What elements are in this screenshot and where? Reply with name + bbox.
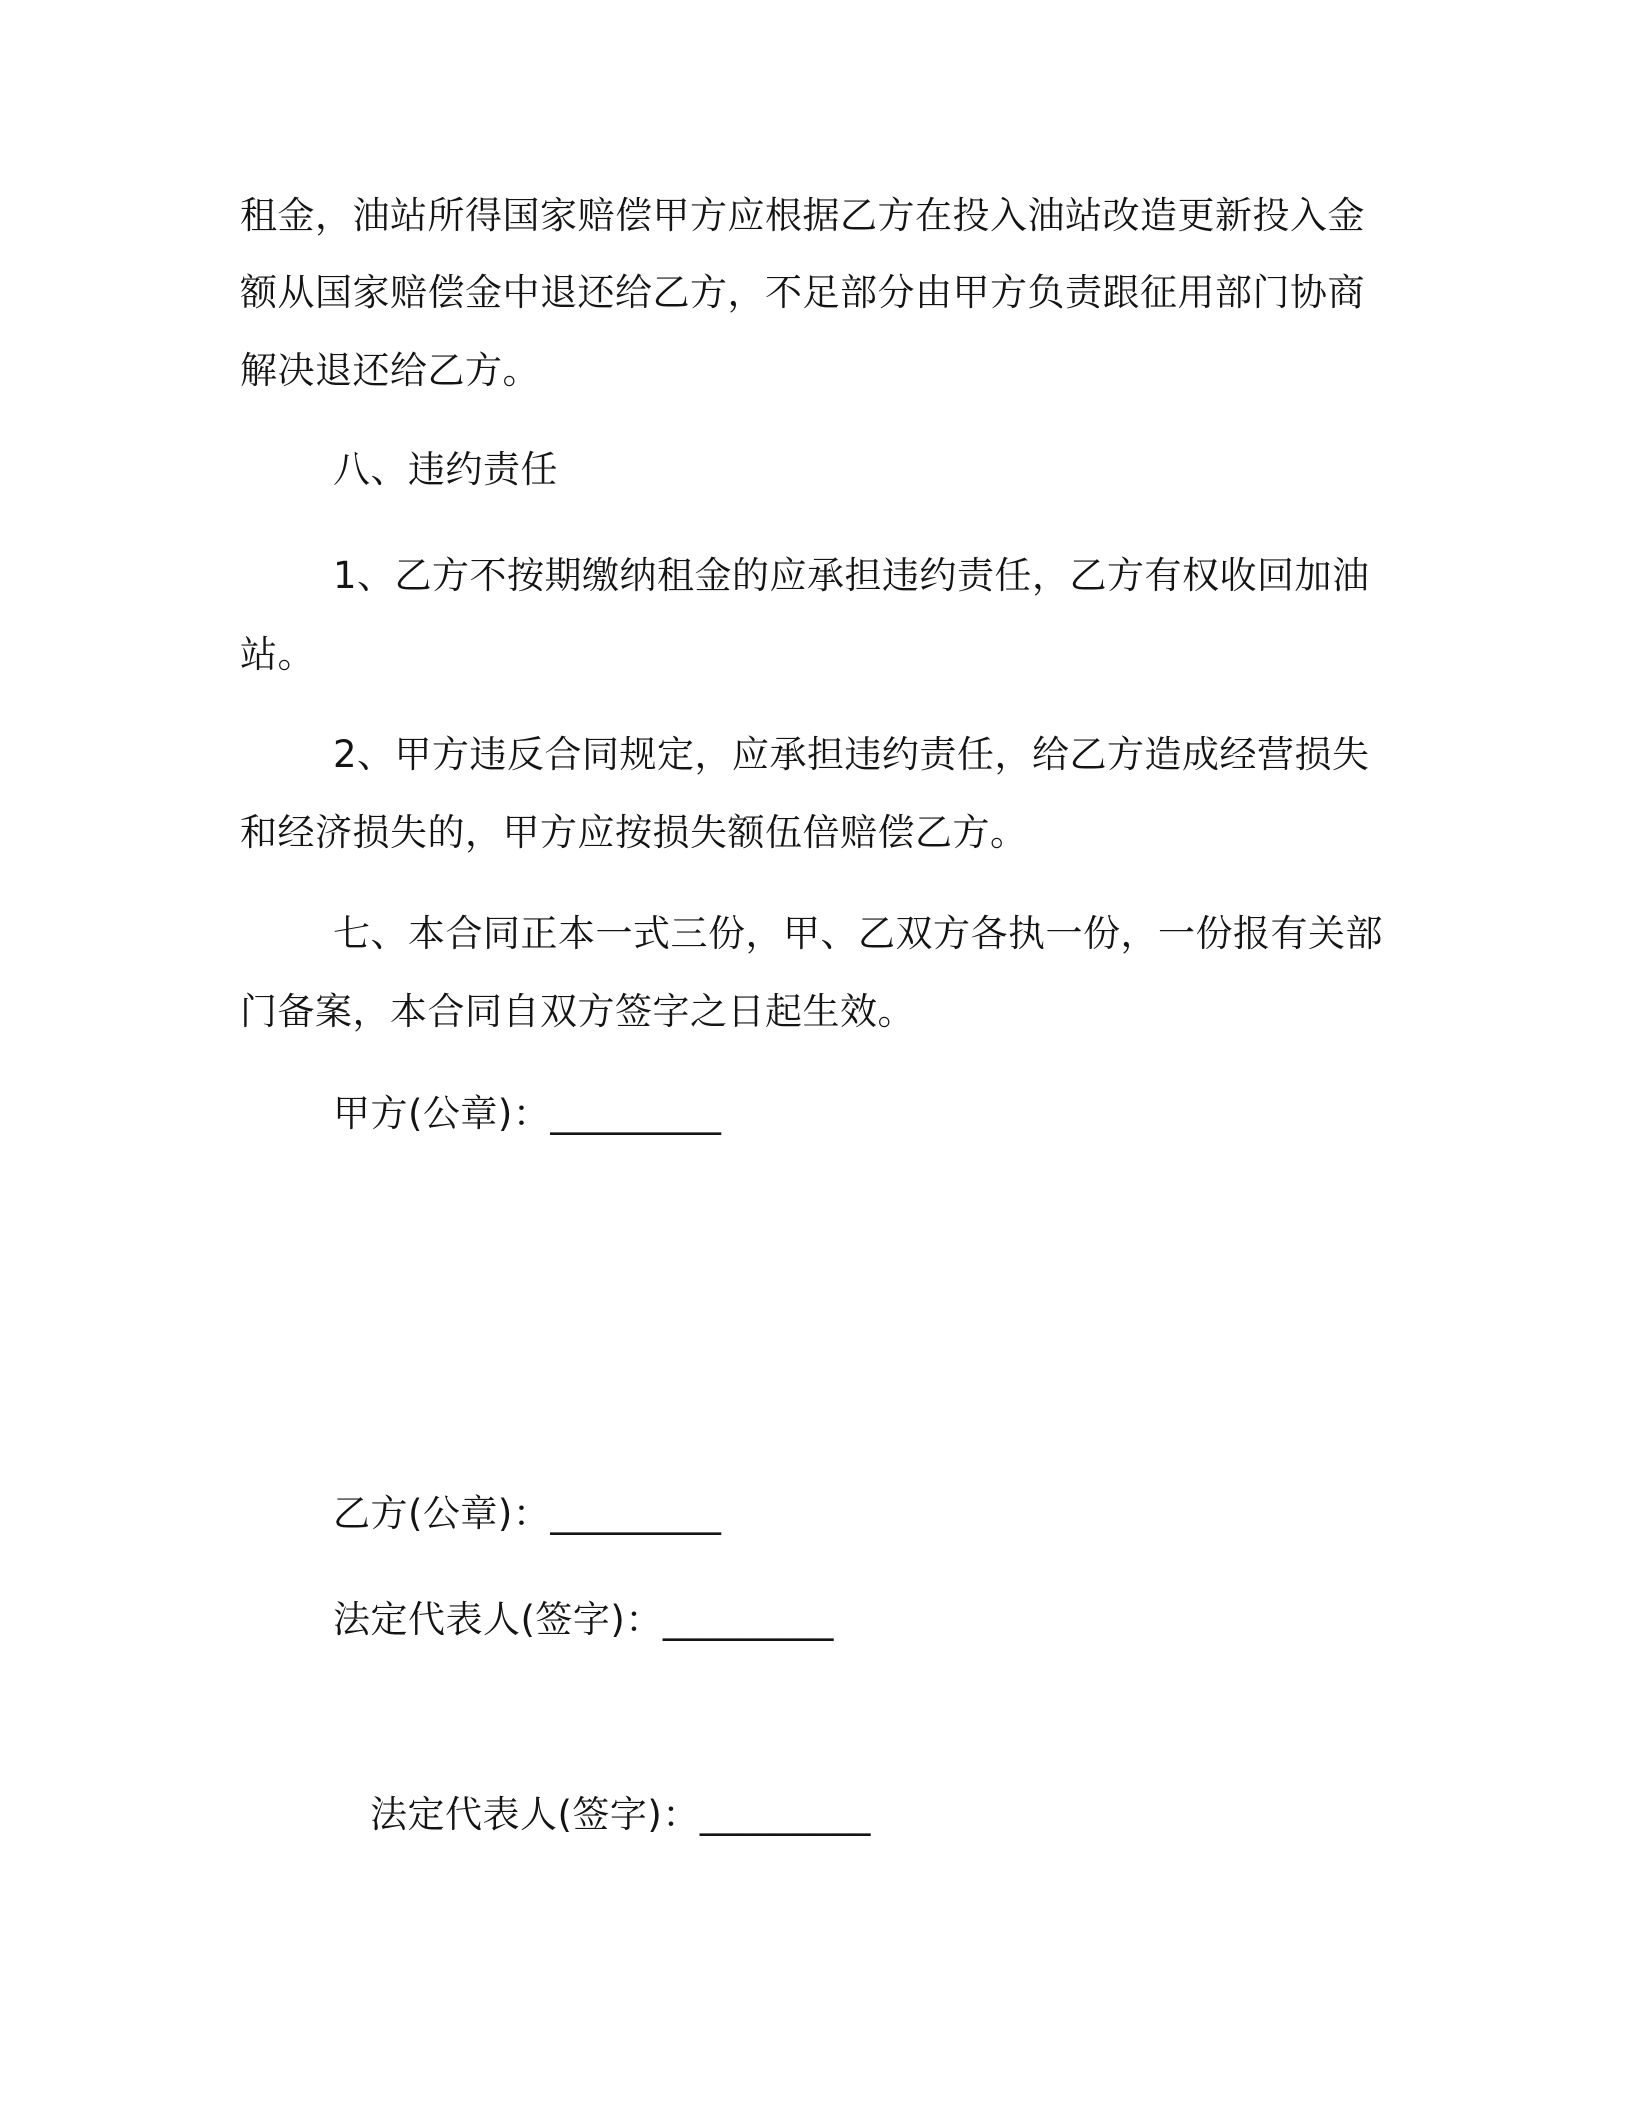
paragraph-1-line-2: 额从国家赔偿金中退还给乙方，不足部分由甲方负责跟征用部门协商 bbox=[240, 271, 1365, 314]
legal-representative-signature-line-2: 法定代表人(签字)：_________ bbox=[370, 1793, 871, 1836]
party-a-seal-line: 甲方(公章)：_________ bbox=[333, 1092, 722, 1135]
paragraph-1-line-3: 解决退还给乙方。 bbox=[240, 349, 540, 392]
section-7-line-2: 门备案，本合同自双方签字之日起生效。 bbox=[240, 990, 915, 1033]
section-8-heading: 八、违约责任 bbox=[333, 448, 558, 491]
section-7-line-1: 七、本合同正本一式三份，甲、乙双方各执一份，一份报有关部 bbox=[333, 912, 1383, 955]
clause-1-line-2: 站。 bbox=[240, 633, 315, 676]
paragraph-1-line-1: 租金，油站所得国家赔偿甲方应根据乙方在投入油站改造更新投入金 bbox=[240, 194, 1365, 237]
party-b-seal-line: 乙方(公章)：_________ bbox=[333, 1492, 722, 1535]
legal-representative-signature-line: 法定代表人(签字)：_________ bbox=[333, 1598, 834, 1641]
clause-2-line-1: 2、甲方违反合同规定，应承担违约责任，给乙方造成经营损失 bbox=[333, 733, 1370, 776]
clause-1-line-1: 1、乙方不按期缴纳租金的应承担违约责任，乙方有权收回加油 bbox=[333, 554, 1370, 597]
clause-2-line-2: 和经济损失的，甲方应按损失额伍倍赔偿乙方。 bbox=[240, 811, 1028, 854]
